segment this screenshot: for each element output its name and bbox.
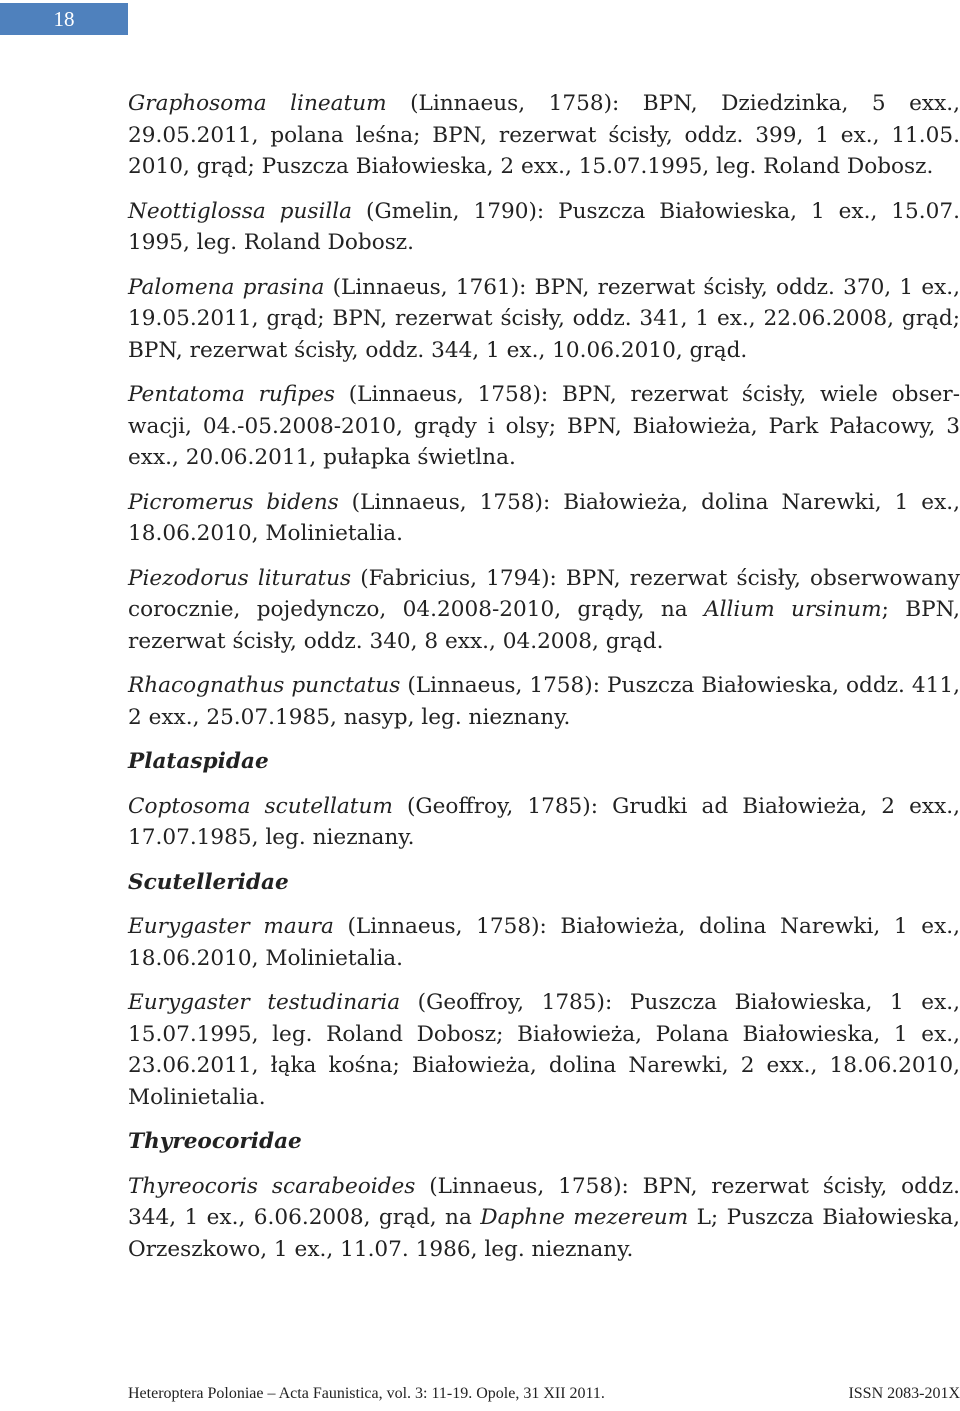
species-entry (128, 88, 960, 183)
plant-name: Daphne mezereum (480, 1205, 689, 1230)
family-heading-scutelleridae: Scutelleridae (128, 869, 289, 895)
footer-citation: Heteroptera Poloniae – Acta Faunistica, vol. 3: 11-19. Opole, 31 XII 2011. (128, 1385, 605, 1402)
species-name: Eurygaster testudinaria (128, 990, 401, 1015)
species-record: (Geoffroy, 1785): Grudki ad Białowieża, 2 exx., 17.07.1985, leg. nieznany. (128, 793, 960, 850)
species-name: Rhacognathus punctatus (128, 673, 401, 698)
species-record: (Linnaeus, 1758): Białowieża, dolina Narewki, 1 ex., 18.06.2010, Molinietalia. (128, 489, 960, 546)
species-entry (128, 1171, 960, 1266)
species-name: Neottiglossa pusilla (128, 198, 353, 224)
family-heading-thyreocoridae: Thyreocoridae (128, 1129, 302, 1154)
species-name: Pentatoma rufipes (128, 382, 335, 407)
footer-issn: ISSN 2083-201X (848, 1385, 960, 1402)
species-entry (128, 379, 960, 474)
species-entry (128, 670, 960, 733)
species-entry (128, 196, 960, 259)
species-name: Picromerus bidens (128, 489, 339, 515)
species-record: (Linnaeus, 1758): Białowieża, dolina Narewki, 1 ex., 18.06.2010, Molinietalia. (128, 914, 960, 971)
species-record-continued: ; BPN, rezerwat ścisły, oddz. 340, 8 exx., 04.2008, grąd. (128, 597, 960, 654)
species-record: (Linnaeus, 1761): BPN, rezerwat ścisły, oddz. 370, 1 ex., 19.05.2011, grąd; BPN, rezerwat ścisły, oddz. 341, 1 ex., 22.06.2008, grąd; BPN, rezerwat ścisły, oddz. 344, 1 ex., 10.06.2010, grąd. (128, 274, 960, 363)
page-footer (128, 1384, 960, 1404)
species-entry (128, 563, 960, 658)
family-heading-plataspidae: Plataspidae (128, 749, 269, 774)
species-entry (128, 487, 960, 550)
species-name: Coptosoma scutellatum (128, 793, 393, 819)
species-name: Eurygaster maura (128, 914, 334, 939)
species-record-continued: L; Puszcza Białowieska, Orzeszkowo, 1 ex., 11.07. 1986, leg. nieznany. (128, 1205, 960, 1262)
species-name: Palomena prasina (128, 274, 325, 300)
species-record: (Linnaeus, 1758): BPN, rezerwat ścisły, oddz. 344, 1 ex., 6.06.2008, grąd, na (128, 1173, 960, 1230)
species-name: Graphosoma lineatum (128, 91, 387, 116)
species-record: (Geoffroy, 1785): Puszcza Białowieska, 1 ex., 15.07.1995, leg. Roland Dobosz; Białowieża, Polana Białowieska, 1 ex., 23.06.2011, łąka kośna; Białowieża, dolina Narewki, 2 exx., 18.06.2010, Molinietalia. (128, 990, 960, 1110)
plant-name: Allium ursinum (703, 597, 882, 622)
species-name: Thyreocoris scarabeoides (128, 1173, 416, 1199)
main-content (128, 88, 960, 1278)
species-record: (Linnaeus, 1758): BPN, Dziedzinka, 5 exx., 29.05.2011, polana leśna; BPN, rezerwat ścisły, oddz. 399, 1 ex., 11.05. 2010, grąd; Puszcza Białowieska, 2 exx., 15.07.1995, leg. Roland Dobosz. (128, 91, 960, 179)
species-record: (Fabricius, 1794): BPN, rezerwat ścisły, obserwowany corocznie, pojedynczo, 04.2008-2010, grądy, na (128, 565, 960, 622)
species-record: (Linnaeus, 1758): BPN, rezerwat ścisły, wiele obserwacji, 04.-05.2008-2010, grądy i olsy; BPN, Białowieża, Park Pałacowy, 3 exx., 20.06.2011, pułapka świetlna. (128, 382, 960, 470)
species-record: (Gmelin, 1790): Puszcza Białowieska, 1 ex., 15.07. 1995, leg. Roland Dobosz. (128, 198, 960, 255)
species-name: Piezodorus lituratus (128, 565, 352, 591)
species-entry (128, 272, 960, 367)
page-number-badge: 18 (0, 3, 128, 35)
species-entry (128, 791, 960, 854)
species-entry (128, 911, 960, 974)
species-entry (128, 987, 960, 1113)
species-record: (Linnaeus, 1758): Puszcza Białowieska, oddz. 411, 2 exx., 25.07.1985, nasyp, leg. nieznany. (128, 673, 960, 730)
